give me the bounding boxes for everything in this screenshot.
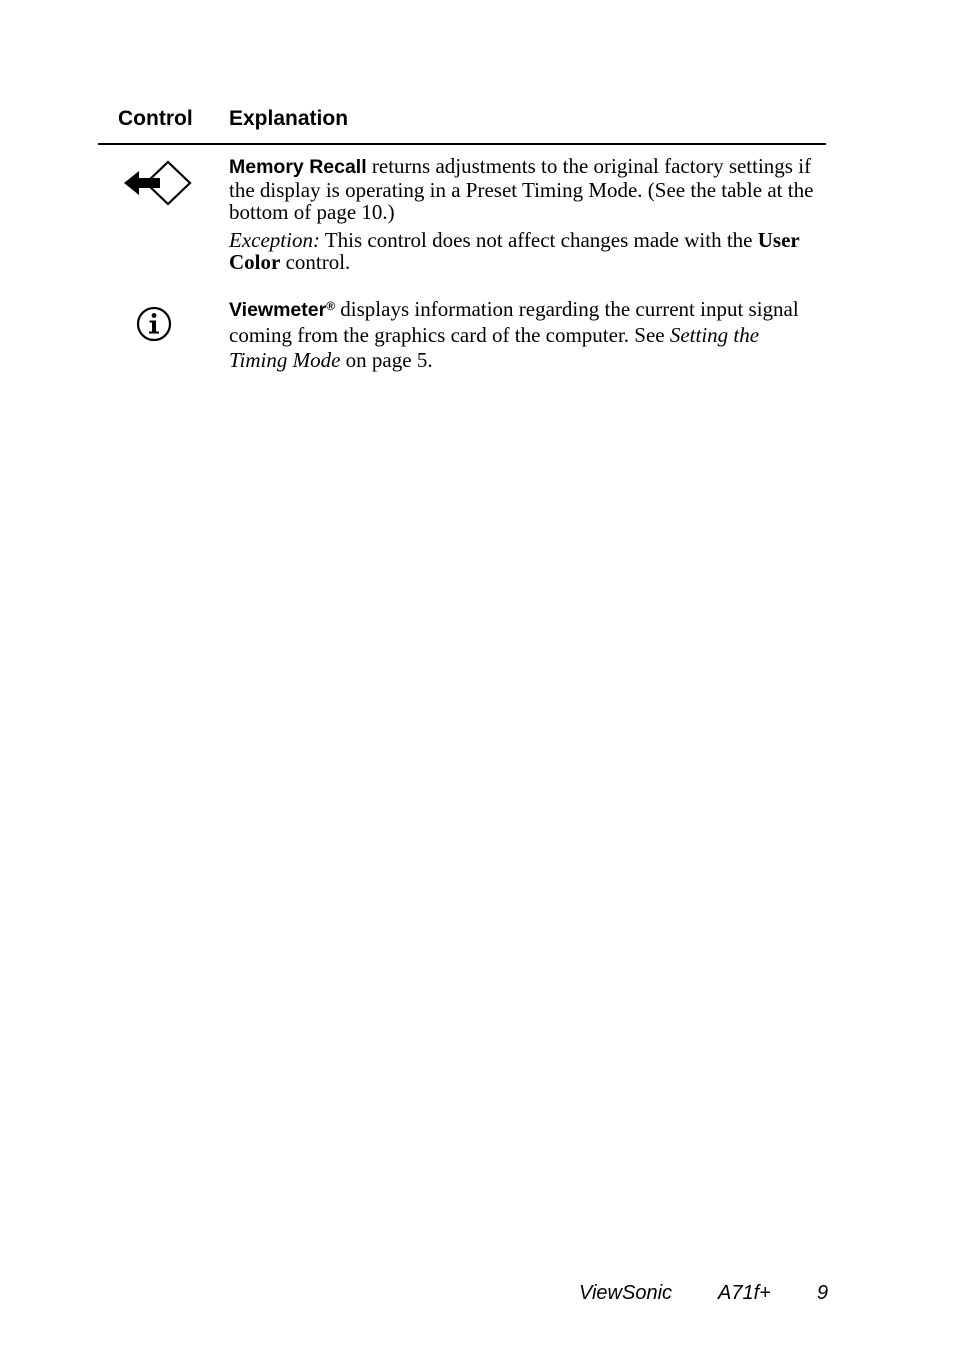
exception-end: control. — [280, 250, 351, 274]
memory-recall-entry — [229, 155, 819, 274]
memory-recall-exception — [229, 229, 819, 274]
memory-recall-description — [229, 155, 819, 224]
timing-mode-reference: Setting the Timing Mode — [229, 323, 760, 372]
user-color-term: User Color — [229, 227, 800, 274]
registered-mark: ® — [326, 299, 336, 313]
viewmeter-text: displays information regarding the current input signal coming from the graphics card of the computer. See — [229, 297, 799, 347]
viewmeter-entry — [229, 294, 819, 373]
exception-label: Exception: — [229, 227, 320, 252]
footer-page-number: 9 — [817, 1282, 829, 1304]
column-header-control: Control — [118, 107, 193, 130]
column-header-explanation: Explanation — [229, 107, 349, 130]
viewmeter-description — [229, 294, 819, 373]
exception-text: This control does not affect changes made with the — [319, 227, 758, 252]
viewmeter-term: Viewmeter — [229, 299, 327, 321]
info-icon — [134, 304, 174, 344]
footer-brand: ViewSonic — [579, 1282, 673, 1304]
header-rule — [98, 143, 826, 145]
memory-recall-term: Memory Recall — [229, 156, 367, 178]
memory-recall-icon — [122, 158, 194, 208]
footer-model: A71f+ — [718, 1282, 771, 1304]
memory-recall-text: returns adjustments to the original factory settings if the display is operating in a Preset Timing Mode. (See the table at the bottom of page 10.) — [229, 154, 814, 224]
viewmeter-text-end: on page 5. — [340, 348, 433, 372]
